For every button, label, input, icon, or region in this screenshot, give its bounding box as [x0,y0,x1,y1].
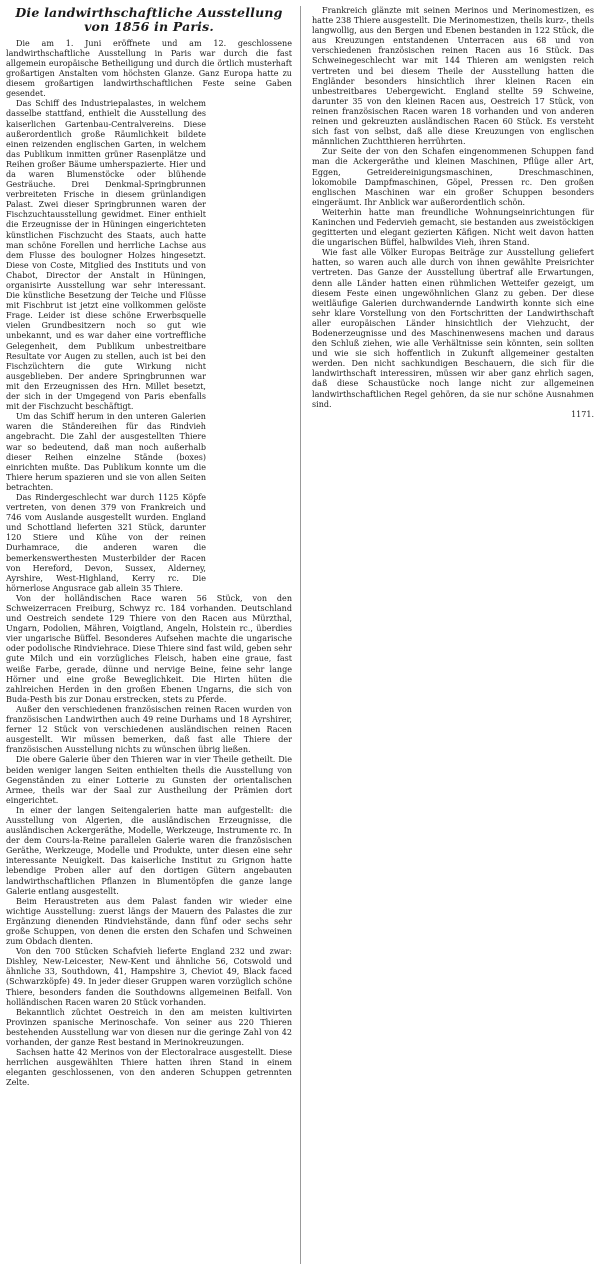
left-column [6,6,292,1268]
paragraph-sachsen: Sachsen hatte 42 Merinos von der Electoralrace ausgestellt. Diese herrlichen ausgewählten Thiere hatten ihren Stand in einem eleganten geschlossenen, von den anderen Schuppen getrennten Zelte. [6,1048,292,1088]
paragraph-oestreich-merino: Bekanntlich züchtet Oestreich in den am meisten kultivirten Provinzen spanische Merinoschafe. Von seiner aus 220 Thieren bestehenden Ausstellung war von diesen nur die geringe Zahl von 42 vorhanden, der ganze Rest bestand in Merinokreuzungen. [6,1007,292,1048]
paragraph-obere-galerie: Die obere Galerie über den Thieren war in vier Theile getheilt. Die beiden weniger langen Seiten enthielten theils die Ausstellung von Gegenständen zu einer Lotterie zu Gunsten der orientalischen Armee, theils war der Saal zur Austheilung der Prämien dort eingerichtet. [6,755,292,805]
paragraph-kaninchen: Weiterhin hatte man freundliche Wohnungseinrichtungen für Kaninchen und Federvieh gemacht, sie bestanden aus zweistöckigen gegitterten und elegant gezierten Käfigen. Nicht weit davon hatten die ungarischen Büffel, halbwildes Vieh, ihren Stand. [312,207,594,248]
paragraph-seitengalerien: In einer der langen Seitengalerien hatte man aufgestellt: die Ausstellung von Algerien, die ausländischen Erzeugnisse, die ausländischen Ackergeräthe, Modelle, Werkzeuge, Instrumente rc. In der dem Cours-la-Reine parallelen Galerie waren die französischen Geräthe, Werkzeuge, Modelle und Produkte, unter diesen eine sehr interessante Neuigkeit. Das kaiserliche Institut zu Grignon hatte lebendige Proben aller auf den dortigen Gütern angebauten landwirthschaftlichen Pflanzen in Blumentöpfen die ganze lange Galerie entlang ausgestellt. [6,805,292,896]
paragraph-rindergeschlecht: Das Rindergeschlecht war durch 1125 Köpfe vertreten, von denen 379 von Frankreich und 746 vom Auslande ausgestellt wurden. England und Schottland lieferten 321 Stück, darunter 120 Stiere und Kühe von der reinen Durhamrace, die anderen waren die bemerkenswerthesten Musterbilder der Racen von Hereford, Devon, Sussex, Alderney, Ayrshire, West-Highland, Kerry rc. Die hörnerlose Angusrace gab allein 35 Thiere. [6,492,206,593]
paragraph-franzoesische-racen: Außer den verschiedenen französischen reinen Racen wurden von französischen Landwirthen auch 49 reine Durhams und 18 Ayrshirer, ferner 12 Stück von verschiedenen ausländischen reinen Racen ausgestellt. Wir müssen bemerken, daß fast alle Thiere der französischen Ausstellung nichts zu wünschen übrig ließen. [6,704,292,755]
paragraph-frankreich-merinos: Frankreich glänzte mit seinen Merinos und Merinomestizen, es hatte 238 Thiere ausgestellt. Die Merinomestizen, theils kurz-, theils langwollig, aus den Bergen und Ebenen bestanden in 122 Stück, die aus Kreuzungen entstandenen Unterracen aus 68 und von verschiedenen französischen reinen Racen aus 16 Stück. Das Schweinegeschlecht war mit 144 Thieren am wenigsten reich vertreten und bei diesem Theile der Ausstellung hatten die Engländer besonders hinsichtlich ihrer kleinen Racen ein unbestreitbares Uebergewicht. England stellte 59 Schweine, darunter 35 von den kleinen Racen aus, Oestreich 17 Stück, von reinen französischen Racen waren 18 vorhanden und von anderen reinen und gekreuzten ausländischen Racen 60 Stück. Es versteht sich fast von selbst, daß alle diese Kreuzungen von englischen männlichen Zuchtthieren herrührten. [312,6,594,147]
right-column [312,6,594,419]
paragraph-ackergeraethe: Zur Seite der von den Schafen eingenommenen Schuppen fand man die Ackergeräthe und kleinen Maschinen, Pflüge aller Art, Eggen, Getreidereinigungsmaschinen, Dreschmaschinen, lokomobile Dampfmaschinen, Göpel, Pressen rc. Den großen englischen Maschinen war ein großer Schuppen besonders eingeräumt. Ihr Anblick war außerordentlich schön. [312,147,594,207]
article-title: Die landwirthschaftliche Ausstellung von 1856 in Paris. [15,5,283,35]
paragraph-hollaendische-race: Von der holländischen Race waren 56 Stück, von den Schweizerracen Freiburg, Schwyz rc. 184 vorhanden. Deutschland und Oestreich sendete 129 Thiere von den Racen aus Mürzthal, Ungarn, Podolien, Mähren, Voigtland, Angeln, Holstein rc., überdies vier ungarische Büffel. Besonderes Aufsehen machte die ungarische oder podolische Rindviehrace. Diese Thiere sind fast wild, geben sehr gute Milch und ein vorzügliches Fleisch, haben eine graue, fast weiße Farbe, gerade, dünne und nervige Beine, feine sehr lange Hörner und eine große Beweglichkeit. Die Hirten hüten die zahlreichen Herden in den großen Ebenen Ungarns, die sich von Buda-Pesth bis zur Donau erstrecken, stets zu Pferde. [6,593,292,704]
article-number: 1171. [571,409,594,419]
paragraph-galerien: Um das Schiff herum in den unteren Galerien waren die Ständereihen für das Rindvieh angebracht. Die Zahl der ausgestellten Thiere war so bedeutend, daß man noch außerhalb dieser Reihen einzelne Stände (boxes) einrichten mußte. Das Publikum konnte um die Thiere herum spazieren und sie von allen Seiten betrachten. [6,412,206,492]
paragraph-voelker-europas: Wie fast alle Völker Europas Beiträge zur Ausstellung geliefert hatten, so waren auch alle durch von ihnen gewählte Preisrichter vertreten. Das Ganze der Ausstellung übertraf alle Erwartungen, denn alle Länder hatten einen rühmlichen Wetteifer gezeigt, um diesem Feste einen ungewöhnlichen Glanz zu geben. Der diese weitläufige Galerien durchwandernde Landwirth konnte sich eine sehr klare Vorstellung von den Fortschritten der Landwirthschaft aller europäischen Länder hinsichtlich der Viehzucht, der Bodenerzeugnisse und des Maschinenwesens machen und daraus den Schluß ziehen, wie alle Verhältnisse sein könnten, sein sollten und wie sie sich hoffentlich in Zukunft allgemeiner gestalten werden. Den nicht sachkundigen Beschauern, die sich für die landwirthschaft interessiren, müssen wir aber ganz ehrlich sagen, daß diese Schaustücke noch lange nicht zur allgemeinen landwirthschaftlichen Regel gehören, da sie nur schöne Ausnahmen sind. [312,248,594,409]
paragraph-opening: Die am 1. Juni eröffnete und am 12. geschlossene landwirthschaftliche Ausstellung in Paris war durch die fast allgemein europäische Betheiligung und durch die örtlich musterhaft großartigen Anstalten vom höchsten Glanze. Ganz Europa hatte zu diesem großartigen landwirthschaftlichen Feste seine Gaben gesendet. [6,38,292,99]
column-divider [300,6,301,1264]
paragraph-heraustreten: Beim Heraustreten aus dem Palast fanden wir wieder eine wichtige Ausstellung: zuerst längs der Mauern des Palastes die zur Ergänzung dienenden Rindviehstände, dann fünf oder sechs sehr große Schuppen, von denen die ersten den Schafen und Schweinen zum Obdach dienten. [6,896,292,947]
paragraph-industriepalast: Das Schiff des Industriepalastes, in welchem dasselbe stattfand, enthielt die Ausstellung des kaiserlichen Gartenbau-Centralvereins. Diese außerordentlich große Räumlichkeit bildete einen reizenden englischen Garten, in welchem das Publikum inmitten grüner Rasenplätze und Reihen großer Bäume umherspazierte. Hier und da waren Blumenstöcke oder blühende Gesträuche. Drei Denkmal-Springbrunnen verbreiteten Frische in diesem grünlandigen Palast. Zwei dieser Springbrunnen waren der Fischzuchtausstellung gewidmet. Einer enthielt die Erzeugnisse der in Hüningen eingerichteten künstlichen Fischzucht des Staats, auch hatte man schöne Forellen und herrliche Lachse aus dem Flusse des boulogner Holzes hingesetzt. Diese von Coste, Mitglied des Instituts und von Chabot, Director der Anstalt in Hüningen, organisirte Ausstellung war sehr interessant. Die künstliche Besetzung der Teiche und Flüsse mit Fischbrut ist jetzt eine vollkommen gelöste Frage. Leider ist diese schöne Erwerbsquelle vielen Grundbesitzern noch so gut wie unbekannt, und es war daher eine vortreffliche Gelegenheit, dem Publikum unbestreitbare Resultate vor Augen zu stellen, auch ist bei den Fischzüchtern die gute Wirkung nicht ausgeblieben. Der andere Springbrunnen war mit den Erzeugnissen des Hrn. Millet besetzt, der sich in der Umgegend von Paris ebenfalls mit der Fischzucht beschäftigt. [6,99,206,412]
paragraph-schafvieh: Von den 700 Stücken Schafvieh lieferte England 232 und zwar: Dishley, New-Leicester, New-Kent und ähnliche 56, Cotswold und ähnliche 33, Southdown, 41, Hampshire 3, Cheviot 49, Black faced (Schwarzköpfe) 49. In jeder dieser Gruppen waren vorzüglich schöne Thiere, besonders fanden die Southdowns allgemeinen Beifall. Von holländischen Racen waren 20 Stück vorhanden. [6,947,292,1007]
